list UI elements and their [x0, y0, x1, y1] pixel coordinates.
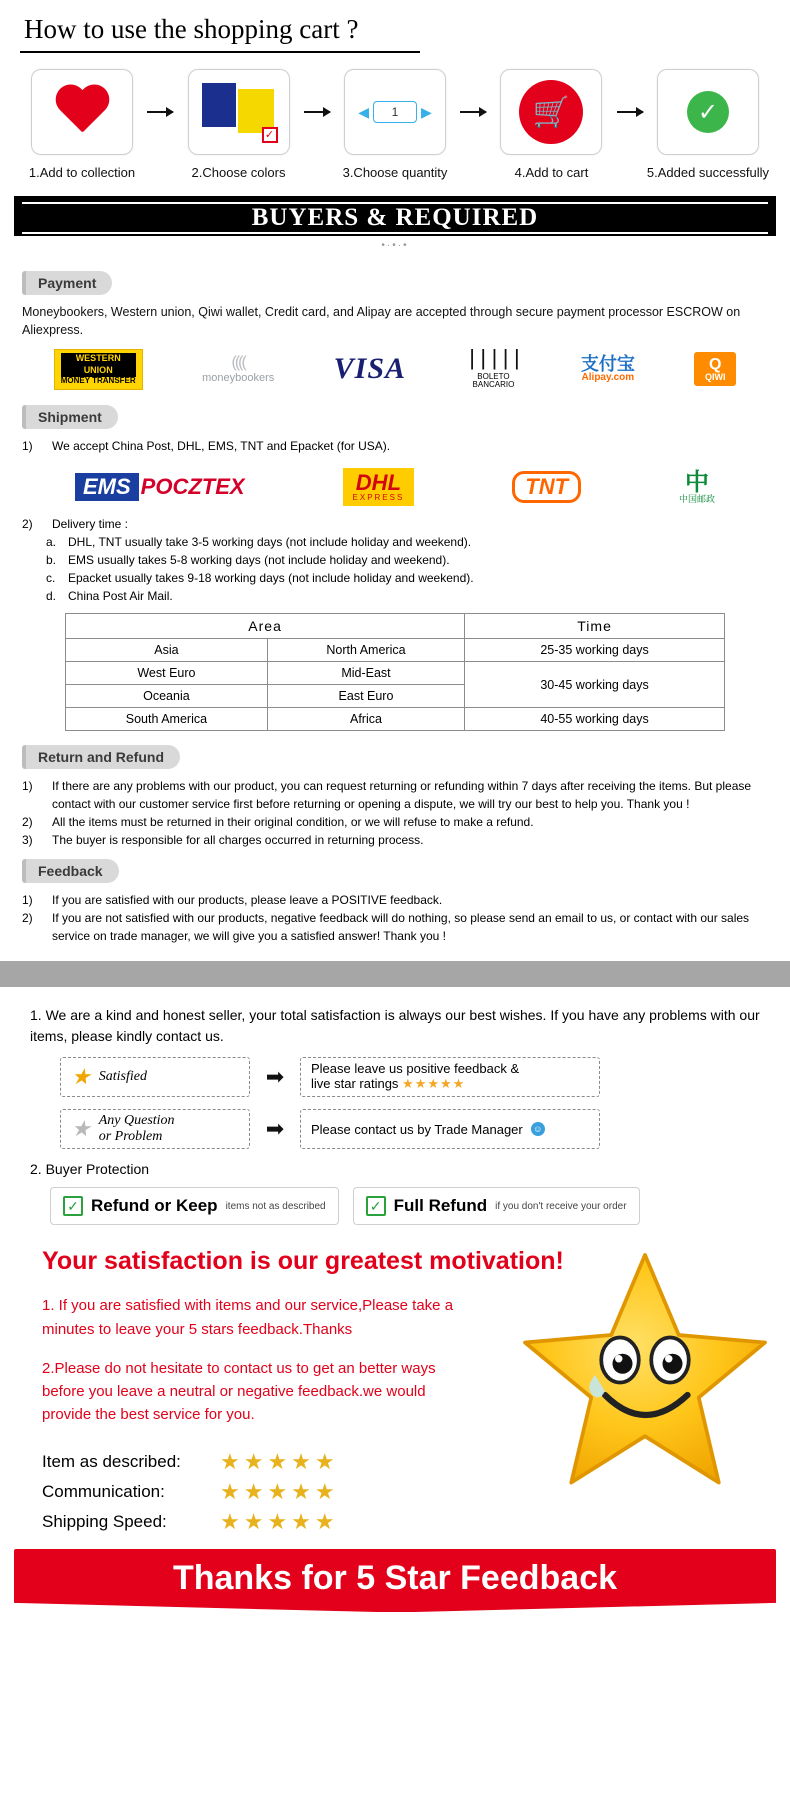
cell-time: 25-35 working days	[465, 639, 725, 662]
arrow-1	[144, 69, 176, 155]
step-label: 4.Add to cart	[514, 165, 589, 180]
arrow-right-icon: ➡	[265, 1116, 285, 1142]
step-add-to-cart[interactable]	[489, 69, 613, 180]
full-refund-title: Full Refund	[393, 1196, 488, 1216]
banner-text: BUYERS & REQUIRED	[22, 202, 769, 234]
promise-row-satisfied	[60, 1057, 760, 1097]
shipment-list	[22, 437, 774, 455]
table-row	[66, 662, 725, 685]
cell-area-a: Oceania	[66, 685, 268, 708]
return-refund-list	[22, 777, 774, 849]
boleto-logo	[465, 348, 521, 390]
dhl-mark: DHL	[355, 470, 402, 496]
alipay-logo	[581, 355, 635, 384]
china-post-mark: 中	[684, 468, 709, 496]
rating-stars-icon: ★★★★★	[220, 1448, 339, 1474]
item-text: All the items must be returned in their original condition, or we will refuse to make a refund.	[52, 815, 534, 830]
table-row	[66, 708, 725, 731]
qiwi-logo	[694, 352, 736, 386]
step-choose-quantity[interactable]	[333, 69, 457, 180]
alipay-en: Alipay.com	[581, 372, 635, 384]
visa-logo: VISA	[333, 352, 407, 386]
satisfaction-para-1: 1. If you are satisfied with items and our service,Please take a minutes to leave your 5 stars feedback.Thanks	[42, 1297, 454, 1338]
quantity-input[interactable]: 1	[373, 101, 417, 123]
minus-arrow-icon[interactable]: ◀	[358, 103, 369, 120]
rating-stars-icon: ★★★★★	[220, 1478, 339, 1504]
step-choose-colors[interactable]	[176, 69, 300, 180]
quantity-stepper-icon[interactable]	[358, 101, 432, 123]
table-header-row	[66, 614, 725, 639]
gold-star-icon: ★	[71, 1064, 91, 1090]
seller-promise-section	[0, 987, 790, 1225]
item-key: c.	[46, 571, 56, 586]
promise-rows	[60, 1057, 760, 1149]
item-text: If there are any problems with our product, you can request returning or refunding within 7 days after receiving the items. But please contact with our customer service first before returning or opening a dispute, we will try our best to help you. Thank you !	[52, 779, 752, 812]
shopping-cart-icon: 🛒	[519, 80, 583, 144]
item-number: 1)	[22, 439, 33, 454]
arrow-3	[457, 69, 489, 155]
delivery-area-table	[65, 613, 725, 731]
how-to-use-section	[0, 0, 790, 180]
qiwi-text: QIWI	[705, 371, 726, 382]
cell-time: 40-55 working days	[465, 708, 725, 731]
item-text: China Post Air Mail.	[68, 589, 173, 604]
cell-time: 30-45 working days	[465, 662, 725, 708]
rating-label: Communication:	[42, 1481, 165, 1501]
color-swatches-icon	[202, 83, 276, 141]
moneybookers-text: moneybookers	[202, 372, 275, 384]
refund-or-keep-title: Refund or Keep	[91, 1196, 218, 1216]
gray-star-icon: ★	[71, 1116, 91, 1142]
cell-area-b: North America	[267, 639, 464, 662]
satisfaction-para-2: 2.Please do not hesitate to contact us to get an better ways before you leave a neutral or negative feedback.we would provide the best service for you.	[42, 1359, 436, 1424]
cell-area-a: West Euro	[66, 662, 268, 685]
check-mark-icon: ✓	[262, 127, 278, 143]
list-item	[22, 515, 774, 533]
ems-pocztex-logo	[75, 473, 245, 501]
step-box	[31, 69, 133, 155]
item-number: 2)	[22, 517, 33, 532]
pocztex-mark: POCZTEX	[140, 474, 245, 500]
item-number: 2)	[22, 815, 33, 830]
trade-manager-text: Please contact us by Trade Manager	[311, 1121, 523, 1137]
refund-or-keep-card	[50, 1187, 339, 1225]
column-header-area: Area	[66, 614, 465, 639]
china-post-logo	[678, 468, 715, 504]
wu-line3: MONEY TRANSFER	[60, 375, 136, 385]
arrow-4	[614, 69, 646, 155]
payment-tab-heading: Payment	[22, 271, 112, 295]
item-text: The buyer is responsible for all charges occurred in returning process.	[52, 833, 424, 848]
buyers-required-banner	[14, 196, 776, 236]
list-item	[46, 533, 774, 551]
item-number: 1)	[22, 779, 33, 794]
step-box	[657, 69, 759, 155]
any-question-box	[60, 1109, 250, 1149]
item-number: 3)	[22, 833, 33, 848]
item-number: 2)	[22, 911, 33, 926]
table-row	[66, 639, 725, 662]
section-separator	[0, 961, 790, 987]
wu-line2: UNION	[61, 365, 136, 377]
satisfaction-section	[0, 1225, 790, 1534]
shipment-tab-heading: Shipment	[22, 405, 118, 429]
list-item	[22, 909, 774, 945]
boleto-line1: BOLETO	[477, 371, 510, 381]
western-union-logo	[54, 349, 143, 390]
rating-stars-icon: ★★★★★	[220, 1508, 339, 1534]
rating-label: Shipping Speed:	[42, 1511, 167, 1531]
feedback-section	[0, 849, 790, 945]
tnt-logo: TNT	[512, 471, 581, 503]
return-refund-tab-heading: Return and Refund	[22, 745, 180, 769]
item-text: EMS usually takes 5-8 working days (not include holiday and weekend).	[68, 553, 450, 568]
cell-area-b: East Euro	[267, 685, 464, 708]
list-item	[22, 777, 774, 813]
green-check-icon: ✓	[366, 1196, 386, 1216]
arrow-right-icon: ➡	[265, 1064, 285, 1090]
check-circle-icon: ✓	[687, 91, 729, 133]
promise-row-question	[60, 1109, 760, 1149]
promise-intro: 1. We are a kind and honest seller, your total satisfaction is always our best wishes. If you have any problems with our items, please kindly contact us.	[30, 1007, 760, 1045]
list-item	[22, 891, 774, 909]
feedback-tab-heading: Feedback	[22, 859, 119, 883]
payment-text: Moneybookers, Western union, Qiwi wallet, Credit card, and Alipay are accepted through secure payment processor ESCROW on Aliexpress.	[22, 305, 741, 338]
full-refund-card	[353, 1187, 640, 1225]
carrier-logos	[26, 465, 764, 509]
feedback-line2: live star ratings	[311, 1076, 399, 1092]
payment-section	[0, 261, 790, 389]
alipay-cn: 支付宝	[580, 353, 635, 374]
feedback-list	[22, 891, 774, 945]
full-refund-sub: if you don't receive your order	[495, 1200, 627, 1212]
delivery-sublist	[46, 533, 774, 605]
trade-manager-box	[300, 1109, 600, 1149]
dhl-express-text: EXPRESS	[352, 493, 405, 503]
ornament-divider: •·•·•	[381, 240, 409, 251]
item-text: DHL, TNT usually take 3-5 working days (not include holiday and weekend).	[68, 535, 472, 550]
list-item	[22, 813, 774, 831]
dhl-logo	[343, 468, 415, 506]
five-stars-icon: ★★★★★	[402, 1076, 466, 1092]
column-header-time: Time	[465, 614, 725, 639]
step-add-to-collection[interactable]	[20, 69, 144, 180]
item-text: Delivery time :	[52, 517, 129, 532]
item-number: 1)	[22, 893, 33, 908]
question-line2: or Problem	[98, 1129, 163, 1145]
qiwi-q: Q	[709, 355, 722, 373]
list-item	[22, 437, 774, 455]
how-to-steps	[20, 69, 770, 180]
delivery-time-list	[22, 515, 774, 533]
barcode-icon: |||||	[465, 347, 522, 373]
item-text: Epacket usually takes 9-18 working days (not include holiday and weekend).	[68, 571, 474, 586]
plus-arrow-icon[interactable]: ▶	[420, 103, 432, 120]
list-item	[46, 569, 774, 587]
question-line1: Any Question	[98, 1113, 175, 1129]
positive-feedback-box	[300, 1057, 600, 1097]
item-text: If you are satisfied with our products, please leave a POSITIVE feedback.	[52, 893, 443, 908]
feedback-line1: Please leave us positive feedback &	[311, 1061, 520, 1077]
step-label: 1.Add to collection	[28, 165, 136, 180]
step-label: 3.Choose quantity	[342, 165, 448, 180]
list-item	[46, 587, 774, 605]
return-refund-section	[0, 735, 790, 849]
item-text: If you are not satisfied with our products, negative feedback will do nothing, so please send an email to us, or contact with our sales service on trade manager, we will give you a satisfied answer! Thank you !	[52, 911, 750, 944]
payment-logos	[24, 349, 766, 389]
arrow-2	[301, 69, 333, 155]
item-key: a.	[46, 535, 57, 550]
item-key: d.	[46, 589, 57, 604]
item-key: b.	[46, 553, 57, 568]
china-post-text: 中国邮政	[678, 493, 715, 504]
cell-area-b: Africa	[267, 708, 464, 731]
satisfied-label: Satisfied	[98, 1069, 147, 1085]
rating-label: Item as described:	[42, 1451, 181, 1471]
step-label: 5.Added successfully	[646, 165, 770, 180]
cell-area-a: South America	[66, 708, 268, 731]
step-box	[188, 69, 290, 155]
heart-icon	[53, 86, 111, 138]
moneybookers-logo	[202, 354, 274, 384]
list-item	[46, 551, 774, 569]
ems-mark: EMS	[75, 473, 139, 501]
item-text: We accept China Post, DHL, EMS, TNT and Epacket (for USA).	[52, 439, 391, 454]
thanks-banner: Thanks for 5 Star Feedback	[14, 1549, 776, 1612]
buyer-protection-title: 2. Buyer Protection	[30, 1161, 150, 1178]
refund-or-keep-sub: items not as described	[225, 1200, 326, 1212]
cell-area-b: Mid-East	[267, 662, 464, 685]
step-label: 2.Choose colors	[191, 165, 286, 180]
step-box	[344, 69, 446, 155]
list-item	[22, 831, 774, 849]
step-added-successfully[interactable]	[646, 69, 770, 180]
boleto-line2: BANCARIO	[472, 380, 515, 390]
smiling-star-mascot	[520, 1245, 770, 1495]
thanks-banner-wrap	[14, 1549, 776, 1612]
satisfaction-heading: Your satisfaction is our greatest motivation!	[42, 1247, 564, 1276]
step-box	[500, 69, 602, 155]
satisfied-box	[60, 1057, 250, 1097]
trade-manager-icon: ☺	[531, 1122, 545, 1136]
how-to-use-title: How to use the shopping cart ?	[20, 10, 420, 53]
buyer-protection-cards	[50, 1187, 760, 1225]
shipment-section	[0, 395, 790, 731]
moneybookers-arcs-icon: ((((	[231, 354, 245, 372]
cell-area-a: Asia	[66, 639, 268, 662]
rating-row	[42, 1509, 760, 1535]
wu-line1: WESTERN	[61, 353, 136, 365]
green-check-icon: ✓	[63, 1196, 83, 1216]
